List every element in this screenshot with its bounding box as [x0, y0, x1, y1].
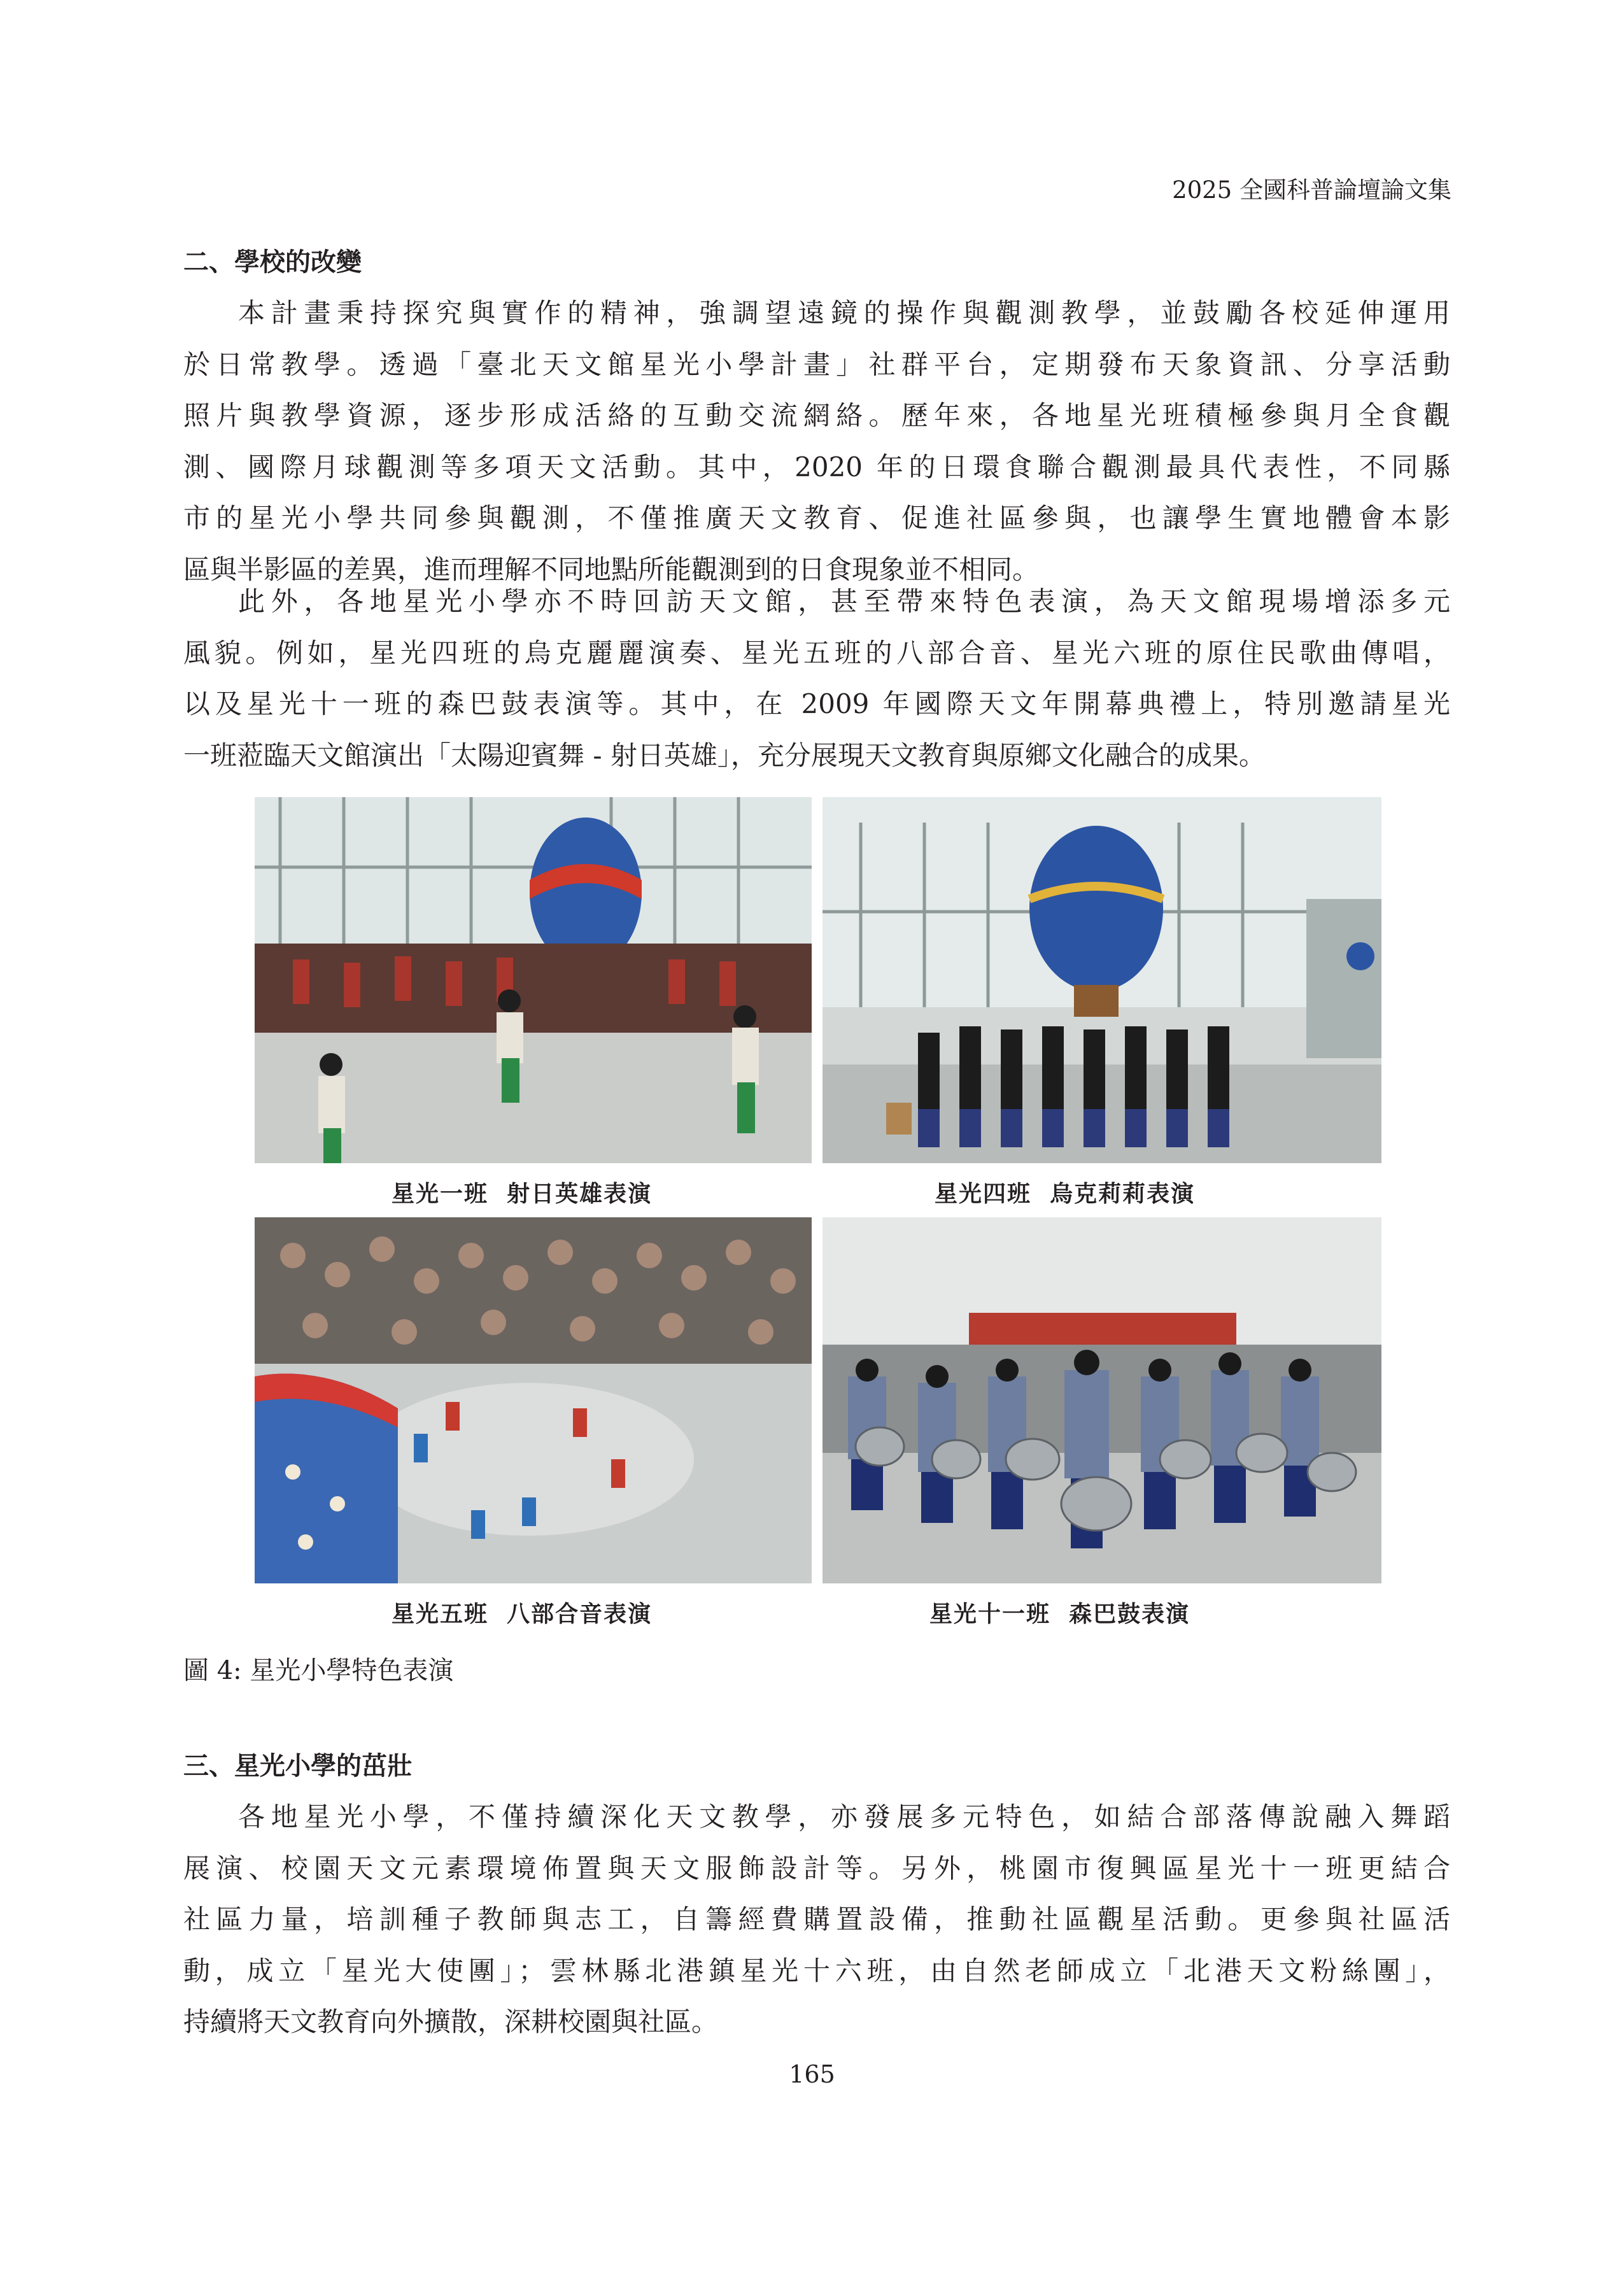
text-line: 動，成立「星光大使團」；雲林縣北港鎮星光十六班，由自然老師成立「北港天文粉絲團」，: [183, 1955, 1450, 1986]
photo-caption: 星光十一班 森巴鼓表演: [929, 1601, 1190, 1627]
text-line: 照片與教學資源，逐步形成活絡的互動交流網絡。歷年來，各地星光班積極參與月全食觀: [183, 400, 1450, 431]
paragraph-performances: [183, 576, 1450, 781]
section-heading-growth: 三、星光小學的茁壯: [183, 1751, 413, 1781]
photo-samba-drums: [823, 1217, 1381, 1583]
text-line: 於日常教學。透過「臺北天文館星光小學計畫」社群平台，定期發布天象資訊、分享活動: [183, 348, 1450, 380]
text-line: 風貌。例如，星光四班的烏克麗麗演奏、星光五班的八部合音、星光六班的原住民歌曲傳唱，: [183, 637, 1450, 669]
text-line: 展演、校園天文元素環境佈置與天文服飾設計等。另外，桃園市復興區星光十一班更結合: [183, 1852, 1450, 1884]
photo-caption: 星光五班 八部合音表演: [392, 1601, 653, 1627]
text-line: 本計畫秉持探究與實作的精神，強調望遠鏡的操作與觀測教學，並鼓勵各校延伸運用: [238, 297, 1450, 329]
page-number: 165: [789, 2060, 835, 2088]
photo-caption: 星光四班 烏克莉莉表演: [935, 1180, 1196, 1207]
paragraph-telescope-teaching: [183, 288, 1450, 595]
text-line: 社區力量，培訓種子教師與志工，自籌經費購置設備，推動社區觀星活動。更參與社區活: [183, 1904, 1450, 1935]
figure-caption: 圖 4: 星光小學特色表演: [183, 1656, 454, 1685]
section-heading-school-changes: 二、學校的改變: [183, 247, 362, 277]
text-line: 持續將天文教育向外擴散，深耕校園與社區。: [183, 2006, 719, 2037]
paragraph-growth: [183, 1792, 1450, 2048]
running-header: 2025 全國科普論壇論文集: [1172, 176, 1451, 204]
photo-caption: 星光一班 射日英雄表演: [392, 1180, 653, 1207]
text-line: 以及星光十一班的森巴鼓表演等。其中，在 2009 年國際天文年開幕典禮上，特別邀請星光: [183, 688, 1450, 719]
text-line: 區與半影區的差異，進而理解不同地點所能觀測到的日食現象並不相同。: [183, 553, 1040, 585]
figure-performances: [255, 797, 1381, 1625]
photo-ukulele-performance: [823, 797, 1381, 1163]
text-line: 各地星光小學，不僅持續深化天文教學，亦發展多元特色，如結合部落傳說融入舞蹈: [238, 1801, 1450, 1832]
photo-eight-part-harmony: [255, 1217, 812, 1583]
text-line: 一班蒞臨天文館演出「太陽迎賓舞 - 射日英雄」，充分展現天文教育與原鄉文化融合的成果。: [183, 739, 1266, 771]
text-line: 測、國際月球觀測等多項天文活動。其中，2020 年的日環食聯合觀測最具代表性，不同縣: [183, 451, 1450, 483]
text-line: 此外，各地星光小學亦不時回訪天文館，甚至帶來特色表演，為天文館現場增添多元: [238, 586, 1450, 617]
text-line: 市的星光小學共同參與觀測，不僅推廣天文教育、促進社區參與，也讓學生實地體會本影: [183, 502, 1450, 534]
photo-sun-shooting-hero-dance: [255, 797, 812, 1163]
